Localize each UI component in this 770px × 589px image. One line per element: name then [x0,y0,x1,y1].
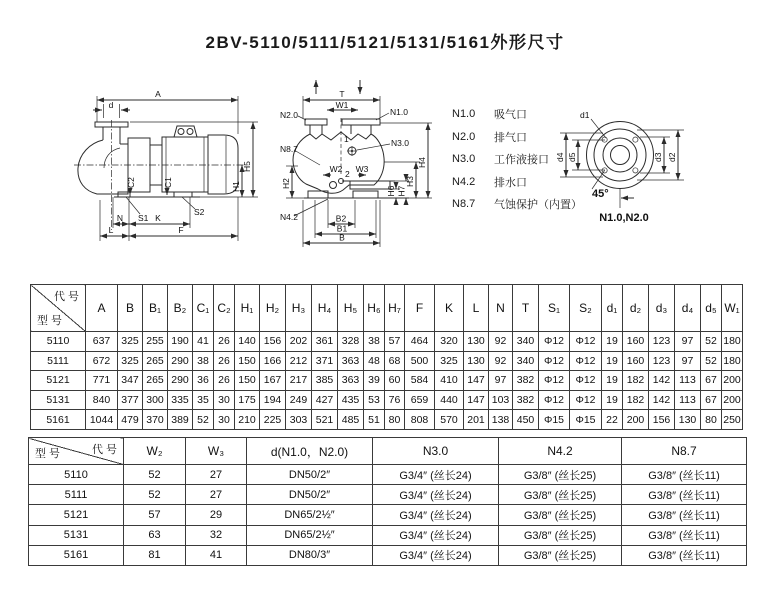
value-cell: 103 [489,390,513,410]
value-cell: 68 [385,351,405,371]
value-cell: 325 [435,351,464,371]
value-cell: 52 [124,465,186,485]
model-cell: 5121 [29,505,124,525]
port-label-N3.0: N3.0 [391,138,409,148]
value-cell: 200 [623,410,649,430]
value-cell: 363 [338,351,364,371]
dim-label-d5: d5 [567,152,577,162]
dim-label-H5: H5 [242,161,252,172]
value-cell: G3/4″ (丝长24) [373,525,499,545]
dimension-table-1 [30,284,743,430]
port-label-N2.0: N2.0 [280,110,298,120]
value-cell: 521 [312,410,338,430]
value-cell: Φ12 [570,371,602,391]
value-cell: Φ12 [570,351,602,371]
value-cell: 300 [143,390,168,410]
model-cell: 5131 [29,525,124,545]
value-cell: G3/8″ (丝长11) [622,505,747,525]
value-cell: 130 [464,332,489,352]
value-cell: 167 [260,371,286,391]
column-header: d₄ [675,285,701,332]
legend-code: N4.2 [452,175,476,188]
table-row [29,465,747,485]
value-cell: 142 [649,390,675,410]
value-cell: 361 [312,332,338,352]
column-header: N3.0 [373,438,499,465]
value-cell: 67 [701,371,722,391]
value-cell: 290 [168,351,193,371]
value-cell: 57 [124,505,186,525]
column-header: N [489,285,513,332]
value-cell: G3/4″ (丝长24) [373,485,499,505]
value-cell: 80 [701,410,722,430]
angle-label-45: 45° [592,188,609,200]
value-cell: 39 [364,371,385,391]
page-title: 2BV-5110/5111/5121/5131/5161外形尺寸 [205,33,565,52]
value-cell: 156 [260,332,286,352]
value-cell: 389 [168,410,193,430]
legend-item [452,103,622,126]
table-row [31,332,743,352]
value-cell: 385 [312,371,338,391]
dim-label-H3: H3 [405,176,415,187]
value-cell: 52 [701,351,722,371]
value-cell: 97 [675,332,701,352]
table-row [29,485,747,505]
column-header: T [513,285,539,332]
dim-label-C1: C1 [163,177,173,188]
value-cell: 250 [722,410,743,430]
front-view-dimensions [280,89,432,247]
value-cell: 36 [193,371,214,391]
column-header: C₂ [214,285,235,332]
value-cell: 202 [286,332,312,352]
dim-label-d2: d2 [667,152,677,162]
table-row [31,390,743,410]
value-cell: 265 [143,351,168,371]
value-cell: 29 [186,505,247,525]
value-cell: 113 [675,371,701,391]
value-cell: 57 [385,332,405,352]
value-cell: 382 [513,390,539,410]
value-cell: Φ15 [570,410,602,430]
value-cell: 130 [464,351,489,371]
value-cell: 808 [405,410,435,430]
legend-label: 排水口 [494,176,527,189]
value-cell: 479 [118,410,143,430]
value-cell: 22 [602,410,623,430]
value-cell: DN50/2″ [247,465,373,485]
column-header: H₆ [364,285,385,332]
column-header: d(N1.0，N2.0) [247,438,373,465]
value-cell: 80 [385,410,405,430]
value-cell: 81 [124,545,186,565]
value-cell: 427 [312,390,338,410]
value-cell: 303 [286,410,312,430]
column-header: L [464,285,489,332]
column-header: K [435,285,464,332]
legend-code: N1.0 [452,108,476,121]
corner-label-top: 代 号 [91,444,117,456]
value-cell: 1044 [86,410,118,430]
value-cell: 659 [405,390,435,410]
value-cell: 76 [385,390,405,410]
value-cell: 290 [168,371,193,391]
value-cell: DN50/2″ [247,485,373,505]
table1-header-row [31,285,743,332]
model-cell: 5111 [31,351,86,371]
value-cell: 212 [286,351,312,371]
value-cell: G3/8″ (丝长11) [622,545,747,565]
value-cell: 38 [193,351,214,371]
column-header: N8.7 [622,438,747,465]
dim-label-H6: H6 [386,185,396,197]
dim-label-L: L [108,225,114,235]
value-cell: G3/8″ (丝长25) [499,525,622,545]
value-cell: 340 [513,332,539,352]
legend-label: 吸气口 [494,109,527,122]
value-cell: 97 [489,371,513,391]
value-cell: 325 [118,351,143,371]
column-header: S₁ [539,285,570,332]
corner-label-top: 代 号 [53,291,79,303]
value-cell: 182 [623,371,649,391]
column-header: W₁ [722,285,743,332]
value-cell: 30 [214,410,235,430]
value-cell: G3/8″ (丝长11) [622,485,747,505]
value-cell: 340 [513,351,539,371]
dim-label-B1: B1 [336,223,348,234]
value-cell: Φ12 [539,351,570,371]
value-cell: 35 [193,390,214,410]
value-cell: G3/4″ (丝长24) [373,505,499,525]
value-cell: 225 [260,410,286,430]
value-cell: 26 [214,371,235,391]
value-cell: Φ12 [539,332,570,352]
dim-label-A: A [155,89,161,99]
value-cell: 347 [118,371,143,391]
value-cell: G3/8″ (丝长25) [499,505,622,525]
corner-cell [29,438,124,465]
dim-label-N: N [116,213,124,223]
value-cell: 440 [435,390,464,410]
model-cell: 5161 [29,545,124,565]
value-cell: Φ12 [539,371,570,391]
model-cell: 5121 [31,371,86,391]
legend-code: N8.7 [452,198,476,211]
column-header: B [118,285,143,332]
value-cell: 584 [405,371,435,391]
column-header: H₃ [286,285,312,332]
value-cell: 265 [143,371,168,391]
column-header: H₂ [260,285,286,332]
value-cell: 255 [143,332,168,352]
dim-label-d3: d3 [653,152,663,162]
value-cell: 147 [464,390,489,410]
value-cell: G3/8″ (丝长25) [499,465,622,485]
column-header: B₂ [168,285,193,332]
value-cell: Φ12 [570,332,602,352]
front-view-drawing [278,72,458,264]
value-cell: 450 [513,410,539,430]
table-row [29,505,747,525]
table2-header-row [29,438,747,465]
corner-label-bottom: 型 号 [35,448,61,460]
value-cell: 92 [489,332,513,352]
legend-item [452,193,622,216]
value-cell: 19 [602,351,623,371]
value-cell: 140 [235,332,260,352]
value-cell: Φ15 [539,410,570,430]
value-cell: 410 [435,371,464,391]
value-cell: G3/8″ (丝长11) [622,465,747,485]
value-cell: 637 [86,332,118,352]
dim-label-S2: S2 [194,207,205,217]
column-header: A [86,285,118,332]
value-cell: 200 [722,390,743,410]
column-header: d₁ [602,285,623,332]
dim-label-T: T [339,89,345,99]
value-cell: 150 [235,371,260,391]
legend-code: N2.0 [452,130,476,143]
value-cell: 67 [701,390,722,410]
port-label-N1.0: N1.0 [390,107,408,117]
value-cell: 30 [214,390,235,410]
flow-direction-arrows [316,80,360,94]
value-cell: 335 [168,390,193,410]
legend-item [452,126,622,149]
model-cell: 5110 [29,465,124,485]
value-cell: 570 [435,410,464,430]
dim-label-W3: W3 [355,164,369,174]
value-cell: 41 [193,332,214,352]
table-row [31,410,743,430]
marker-1: 1 [344,134,349,144]
legend-label: 工作液接口 [494,154,549,167]
value-cell: 175 [235,390,260,410]
value-cell: 371 [312,351,338,371]
dim-label-H4: H4 [417,157,427,168]
dim-label-d1: d1 [580,110,590,120]
value-cell: 217 [286,371,312,391]
dim-label-d4: d4 [555,152,565,162]
value-cell: 63 [124,525,186,545]
value-cell: DN65/2½″ [247,525,373,545]
table-row [31,351,743,371]
value-cell: 113 [675,390,701,410]
value-cell: 377 [118,390,143,410]
dim-label-H1: H1 [231,181,241,192]
side-view-drawing [70,78,290,250]
value-cell: 38 [364,332,385,352]
column-header: d₂ [623,285,649,332]
dim-label-C2: C2 [126,177,136,188]
value-cell: G3/4″ (丝长24) [373,545,499,565]
value-cell: 166 [260,351,286,371]
value-cell: 771 [86,371,118,391]
value-cell: 97 [675,351,701,371]
value-cell: 200 [722,371,743,391]
column-header: W₂ [124,438,186,465]
value-cell: 52 [701,332,722,352]
value-cell: 672 [86,351,118,371]
port-label-N4.2: N4.2 [280,212,298,222]
value-cell: 52 [124,485,186,505]
value-cell: DN65/2½″ [247,505,373,525]
value-cell: 53 [364,390,385,410]
dim-label-d: d [108,100,114,110]
value-cell: G3/8″ (丝长11) [622,525,747,545]
value-cell: 210 [235,410,260,430]
value-cell: Φ12 [539,390,570,410]
marker-2: 2 [345,169,350,179]
value-cell: 150 [235,351,260,371]
value-cell: 840 [86,390,118,410]
port-label-N8.7: N8.7 [280,144,298,154]
value-cell: 370 [143,410,168,430]
port-legend [452,103,622,216]
corner-label-bottom: 型 号 [37,315,63,327]
dim-label-H7: H7 [396,185,407,197]
flange-caption: N1.0,N2.0 [599,212,649,224]
dim-label-F: F [178,225,184,235]
dim-label-W1: W1 [335,100,349,110]
value-cell: 19 [602,390,623,410]
value-cell: 142 [649,371,675,391]
value-cell: 27 [186,485,247,505]
dim-label-H2: H2 [281,178,291,189]
dim-label-B2: B2 [335,213,347,224]
dim-label-B: B [339,232,345,243]
value-cell: 190 [168,332,193,352]
column-header: W₃ [186,438,247,465]
column-header: B₁ [143,285,168,332]
value-cell: 52 [193,410,214,430]
value-cell: 320 [435,332,464,352]
value-cell: 160 [623,332,649,352]
value-cell: 201 [464,410,489,430]
value-cell: 123 [649,332,675,352]
legend-code: N3.0 [452,153,476,166]
legend-label: 气蚀保护（内置） [494,199,582,212]
model-cell: 5131 [31,390,86,410]
model-cell: 5161 [31,410,86,430]
value-cell: 138 [489,410,513,430]
legend-label: 排气口 [494,131,527,144]
column-header: H₁ [235,285,260,332]
value-cell: 180 [722,351,743,371]
value-cell: 27 [186,465,247,485]
value-cell: 26 [214,351,235,371]
value-cell: 160 [623,351,649,371]
value-cell: G3/8″ (丝长25) [499,545,622,565]
model-cell: 5111 [29,485,124,505]
value-cell: 249 [286,390,312,410]
dimension-table-2 [28,437,747,566]
model-cell: 5110 [31,332,86,352]
value-cell: 48 [364,351,385,371]
value-cell: 147 [464,371,489,391]
column-header: H₅ [338,285,364,332]
value-cell: 19 [602,332,623,352]
value-cell: Φ12 [570,390,602,410]
value-cell: 130 [675,410,701,430]
column-header: d₃ [649,285,675,332]
value-cell: 180 [722,332,743,352]
value-cell: 51 [364,410,385,430]
value-cell: 500 [405,351,435,371]
legend-item [452,148,622,171]
column-header: S₂ [570,285,602,332]
table-row [29,525,747,545]
column-header: N4.2 [499,438,622,465]
column-header: C₁ [193,285,214,332]
value-cell: 32 [186,525,247,545]
value-cell: 123 [649,351,675,371]
legend-item [452,171,622,194]
dim-label-W2: W2 [329,164,343,174]
column-header: H₄ [312,285,338,332]
value-cell: 382 [513,371,539,391]
value-cell: G3/8″ (丝长25) [499,485,622,505]
dim-label-K: K [155,213,161,223]
value-cell: 363 [338,371,364,391]
value-cell: 194 [260,390,286,410]
dim-label-S1: S1 [138,213,149,223]
column-header: d₅ [701,285,722,332]
value-cell: 26 [214,332,235,352]
value-cell: G3/4″ (丝长24) [373,465,499,485]
value-cell: 182 [623,390,649,410]
value-cell: 485 [338,410,364,430]
value-cell: 41 [186,545,247,565]
value-cell: 92 [489,351,513,371]
value-cell: 19 [602,371,623,391]
value-cell: 464 [405,332,435,352]
value-cell: 435 [338,390,364,410]
column-header: H₇ [385,285,405,332]
table-row [29,545,747,565]
value-cell: 325 [118,332,143,352]
column-header: F [405,285,435,332]
value-cell: 328 [338,332,364,352]
value-cell: 60 [385,371,405,391]
table-row [31,371,743,391]
corner-cell [31,285,86,332]
value-cell: 156 [649,410,675,430]
value-cell: DN80/3″ [247,545,373,565]
